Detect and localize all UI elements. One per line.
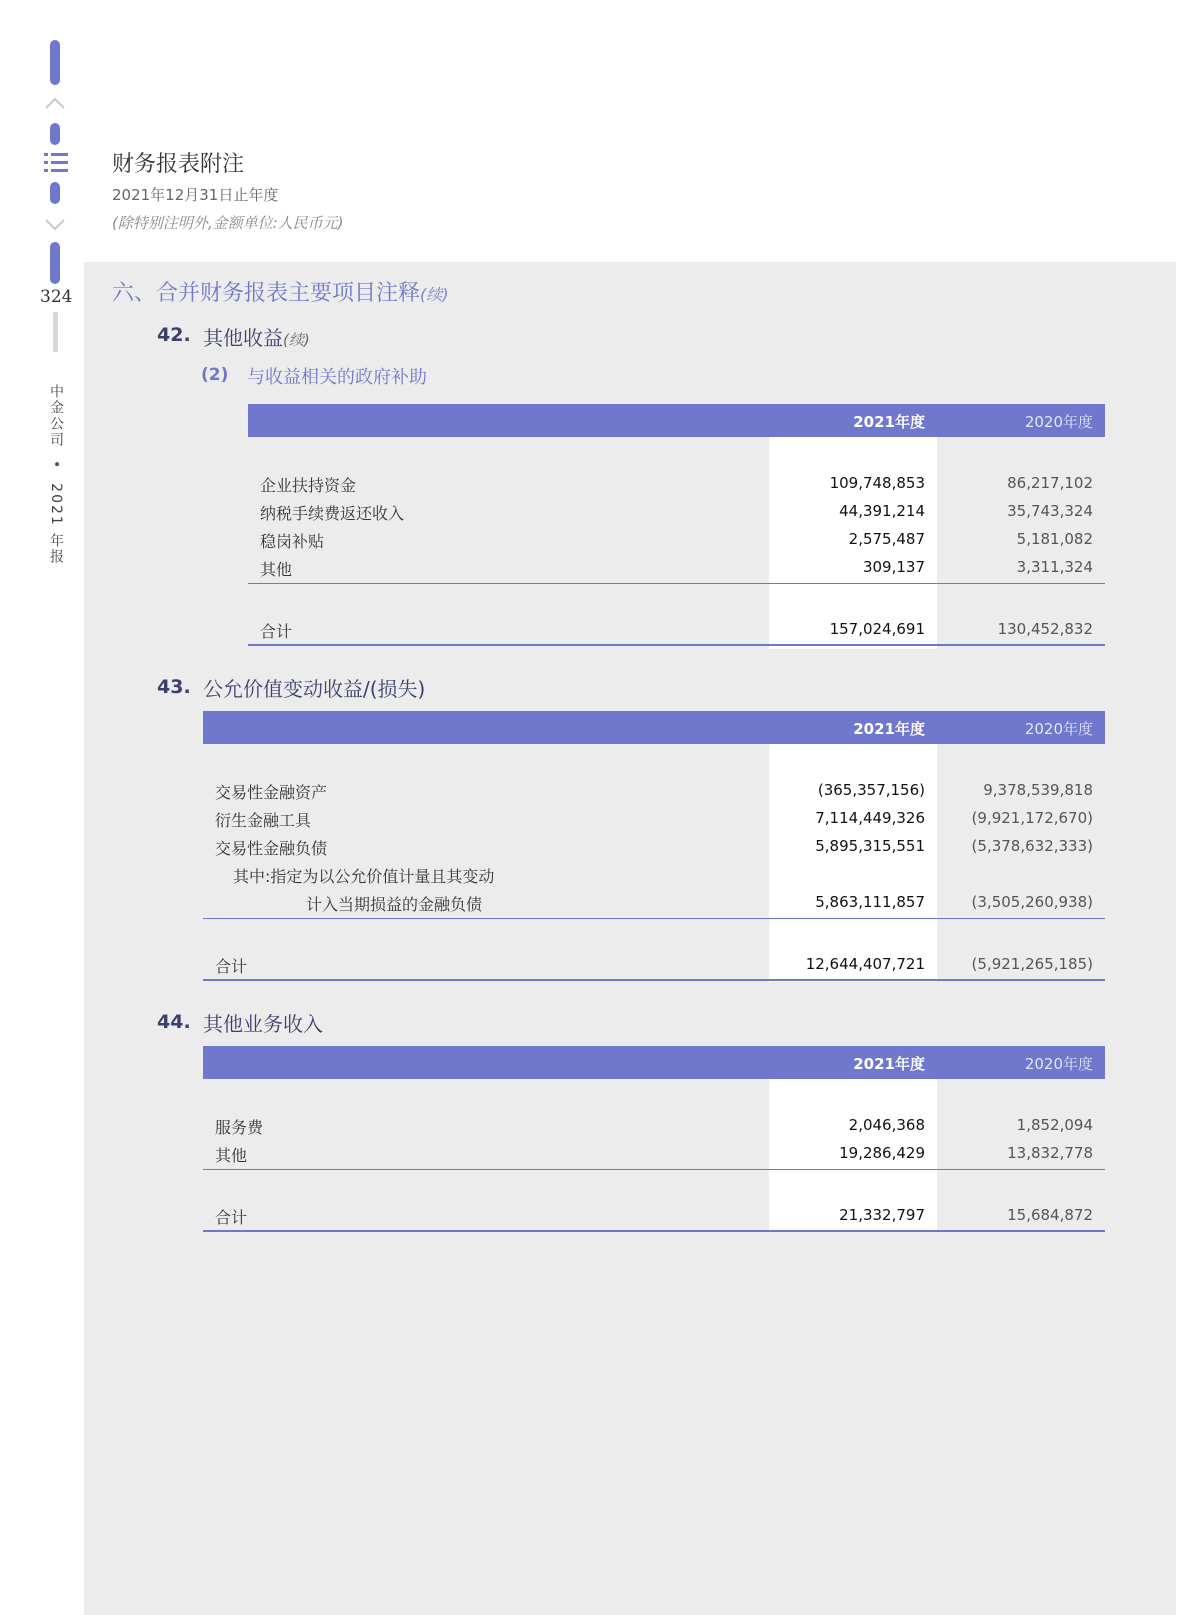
note-44-table xyxy=(203,1046,1105,1232)
report-year: 2021 年报 xyxy=(48,483,64,566)
separator-dot: • xyxy=(48,460,64,471)
note-42-title-text: 其他收益 xyxy=(203,326,283,350)
table-row xyxy=(203,861,1105,887)
chevron-up-icon[interactable] xyxy=(44,96,66,110)
page-number: 324 xyxy=(40,287,73,307)
note-44-title: 其他业务收入 xyxy=(203,1012,323,1036)
row-label: 衍生金融工具 xyxy=(215,811,312,830)
note-42-number: 42. xyxy=(157,324,191,346)
table-row xyxy=(203,805,1105,831)
table-row xyxy=(203,833,1105,859)
header-2021: 2021年度 xyxy=(853,1055,925,1073)
table-total-row xyxy=(203,951,1105,977)
row-label: 交易性金融资产 xyxy=(215,783,328,802)
note-43-table xyxy=(203,711,1105,983)
table-of-contents-icon[interactable] xyxy=(44,151,68,175)
total-2021: 157,024,691 xyxy=(829,620,925,638)
table-row xyxy=(248,526,1105,552)
row-label: 稳岗补贴 xyxy=(260,532,325,551)
row-label: 纳税手续费返还收入 xyxy=(260,504,405,523)
header-2020: 2020年度 xyxy=(1024,1055,1093,1073)
value-2020: 9,378,539,818 xyxy=(983,781,1093,799)
total-label: 合计 xyxy=(260,622,293,641)
table-row xyxy=(248,498,1105,524)
chevron-down-icon[interactable] xyxy=(44,218,66,232)
total-label: 合计 xyxy=(215,957,248,976)
value-2021: 2,575,487 xyxy=(848,530,925,548)
value-2020: 5,181,082 xyxy=(1016,530,1093,548)
total-2020: 130,452,832 xyxy=(997,620,1093,638)
value-2020: 13,832,778 xyxy=(1007,1144,1093,1162)
table-row xyxy=(203,889,1105,915)
rail-progress xyxy=(53,312,58,352)
row-label: 服务费 xyxy=(215,1118,264,1137)
row-label: 交易性金融负债 xyxy=(215,839,328,858)
table-total-row xyxy=(248,616,1105,642)
document-period: 2021年12月31日止年度 xyxy=(112,186,279,204)
note-42-sub-title: 与收益相关的政府补助 xyxy=(247,367,427,388)
header-2021: 2021年度 xyxy=(853,413,925,431)
value-2021: 7,114,449,326 xyxy=(815,809,925,827)
table-header xyxy=(203,711,1105,744)
value-2021: 2,046,368 xyxy=(848,1116,925,1134)
subtotal-rule xyxy=(203,1169,1105,1170)
value-2021: 5,863,111,857 xyxy=(815,893,925,911)
value-2020: 86,217,102 xyxy=(1007,474,1093,492)
value-2020: 35,743,324 xyxy=(1007,502,1093,520)
rail-bar-segment xyxy=(50,182,60,204)
note-42-sub-number: (2) xyxy=(201,365,229,385)
section-continued: (续) xyxy=(420,285,449,304)
note-43-number: 43. xyxy=(157,676,191,698)
table-row xyxy=(203,777,1105,803)
total-2020: (5,921,265,185) xyxy=(971,955,1093,973)
table-row xyxy=(248,554,1105,580)
section-title xyxy=(112,276,449,307)
unit-note: (除特别注明外,金额单位:人民币元) xyxy=(112,214,344,232)
section-title-text: 六、合并财务报表主要项目注释 xyxy=(112,281,421,306)
rail-bar-top xyxy=(50,40,60,85)
table-header xyxy=(203,1046,1105,1079)
total-2021: 12,644,407,721 xyxy=(805,955,925,973)
value-2021: 5,895,315,551 xyxy=(815,837,925,855)
total-2020: 15,684,872 xyxy=(1007,1206,1093,1224)
row-label: 其他 xyxy=(215,1146,248,1165)
total-label: 合计 xyxy=(215,1208,248,1227)
total-rule xyxy=(203,979,1105,981)
note-42-title xyxy=(203,322,310,351)
row-label: 计入当期损益的金融负债 xyxy=(306,895,483,914)
row-label: 企业扶持资金 xyxy=(260,476,357,495)
total-rule xyxy=(248,644,1105,646)
subtotal-rule xyxy=(248,583,1105,584)
header-2020: 2020年度 xyxy=(1024,413,1093,431)
value-2020: (5,378,632,333) xyxy=(971,837,1093,855)
rail-bar-current xyxy=(50,242,60,284)
table-row xyxy=(248,470,1105,496)
table-row xyxy=(203,1140,1105,1166)
subtotal-rule xyxy=(203,918,1105,919)
value-2020: (3,505,260,938) xyxy=(971,893,1093,911)
table-total-row xyxy=(203,1202,1105,1228)
total-rule xyxy=(203,1230,1105,1232)
note-44-number: 44. xyxy=(157,1011,191,1033)
value-2021: (365,357,156) xyxy=(817,781,925,799)
rail-bar-segment xyxy=(50,123,60,145)
header-2020: 2020年度 xyxy=(1024,720,1093,738)
value-2021: 44,391,214 xyxy=(839,502,925,520)
row-label: 其他 xyxy=(260,560,293,579)
total-2021: 21,332,797 xyxy=(839,1206,925,1224)
value-2021: 19,286,429 xyxy=(839,1144,925,1162)
left-navigation-rail xyxy=(0,0,84,1615)
note-43-title: 公允价值变动收益/(损失) xyxy=(203,677,426,701)
note-42-continued: (续) xyxy=(283,331,310,349)
table-header xyxy=(248,404,1105,437)
note-42-table xyxy=(248,404,1105,650)
value-2020: 1,852,094 xyxy=(1016,1116,1093,1134)
document-title: 财务报表附注 xyxy=(112,152,245,177)
company-name: 中金公司 xyxy=(48,384,64,448)
value-2020: (9,921,172,670) xyxy=(971,809,1093,827)
row-label: 其中:指定为以公允价值计量且其变动 xyxy=(233,867,495,886)
report-name xyxy=(46,384,66,565)
value-2021: 109,748,853 xyxy=(829,474,925,492)
header-2021: 2021年度 xyxy=(853,720,925,738)
value-2021: 309,137 xyxy=(862,558,925,576)
table-row xyxy=(203,1112,1105,1138)
value-2020: 3,311,324 xyxy=(1016,558,1093,576)
